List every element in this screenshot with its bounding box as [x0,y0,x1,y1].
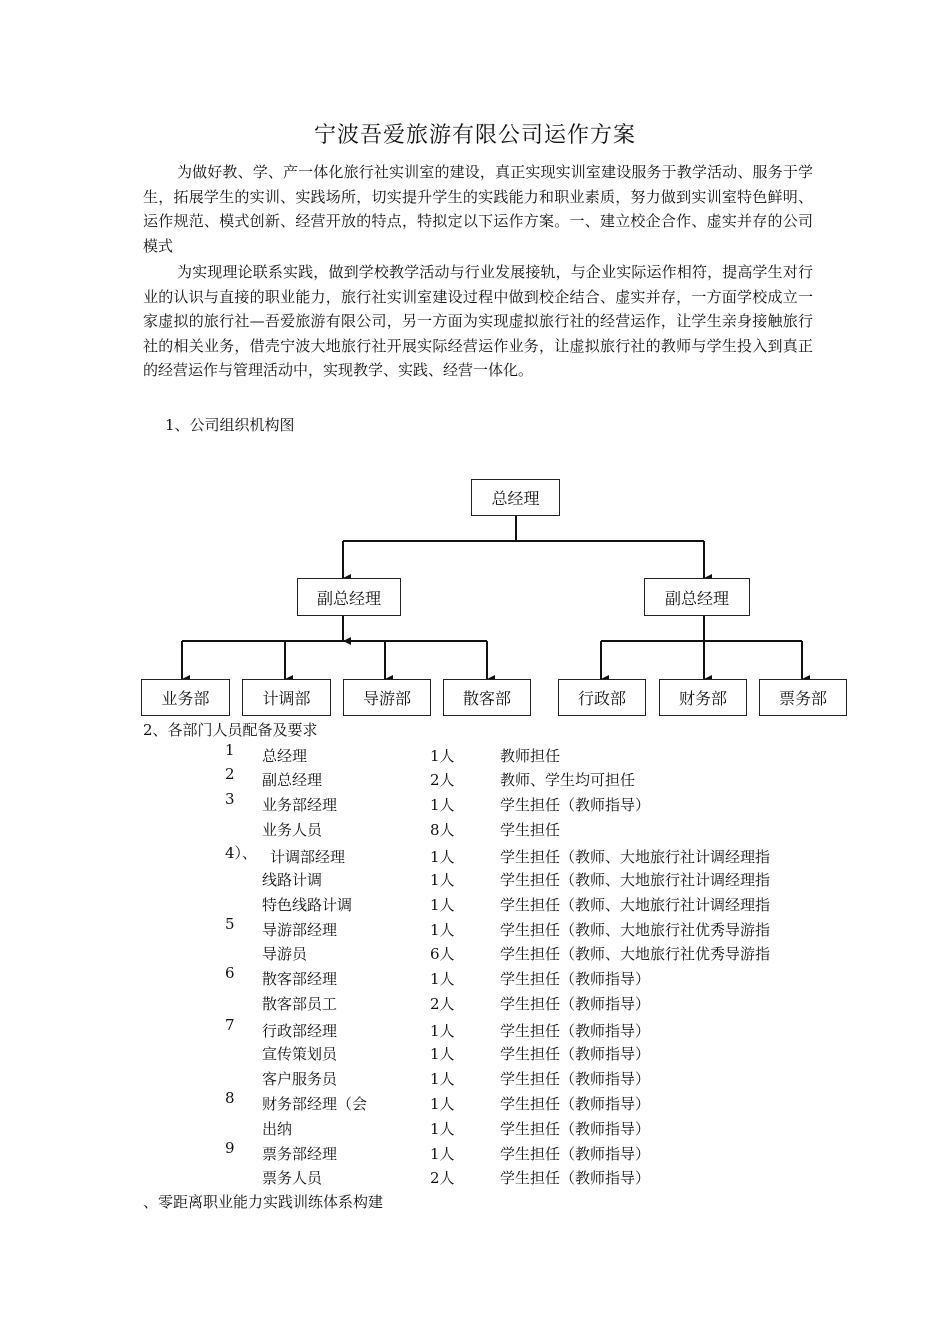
org-box-admin-dept: 行政部 [558,679,646,716]
row-requirement: 学生担任（教师指导） [500,796,651,814]
mode-line: 业务，让虚拟旅行社的教师与学生投入到真正的经营运作与管理活动中，实现教学、实践、 [143,336,813,379]
row-count: 1人 [430,747,455,765]
row-count: 2人 [430,771,455,789]
row-role: 总经理 [262,747,308,765]
row-role: 票务人员 [262,1169,323,1187]
intro-line: 到实训室特色鲜明、运作规范、模式创新、经营开放的特点，特拟定以下运作方案。一、 [143,187,813,230]
row-count: 1人 [430,1120,455,1138]
row-count: 1人 [430,970,455,988]
org-box-general-manager: 总经理 [471,479,560,516]
row-count: 1人 [430,921,455,939]
section-heading-training-system: 、零距离职业能力实践训练体系构建 [143,1193,384,1211]
row-number: 7 [225,1016,235,1034]
row-number: 2 [225,765,235,783]
org-box-finance-dept: 财务部 [659,679,747,716]
row-role: 线路计调 [262,871,323,889]
intro-line: 建立校企合作、虚实并存的公司模式 [143,212,813,255]
row-role: 客户服务员 [262,1070,338,1088]
row-count: 6人 [430,945,455,963]
row-requirement: 学生担任（教师指导） [500,995,651,1013]
row-requirement: 学生担任（教师、大地旅行社计调经理指 [500,848,771,866]
row-requirement: 学生担任（教师指导） [500,1145,651,1163]
row-count: 1人 [430,796,455,814]
row-requirement: 教师、学生均可担任 [500,771,636,789]
row-role: 散客部经理 [262,970,338,988]
row-count: 8人 [430,821,455,839]
org-box-individual-dept: 散客部 [443,679,531,716]
row-role: 导游部经理 [262,921,338,939]
intro-line: 为做好教、学、产一体化旅行社实训室的建设，真正实现实训室建设服务于教学活动、 [177,163,753,181]
row-requirement: 学生担任（教师、大地旅行社优秀导游指 [500,921,771,939]
row-requirement: 学生担任（教师指导） [500,1120,651,1138]
row-count: 1人 [430,1070,455,1088]
row-count: 1人 [430,1045,455,1063]
row-count: 1人 [430,896,455,914]
org-box-vp-right: 副总经理 [644,578,750,616]
row-count: 2人 [430,1169,455,1187]
row-number: 5 [225,915,235,933]
row-requirement: 学生担任（教师指导） [500,1095,651,1113]
row-role: 散客部员工 [262,995,338,1013]
row-role: 出纳 [262,1120,293,1138]
row-count: 1人 [430,1022,455,1040]
row-role: 行政部经理 [262,1022,338,1040]
row-number: 3 [225,790,235,808]
row-requirement: 学生担任（教师指导） [500,1045,651,1063]
row-role: 财务部经理（会 [262,1095,368,1113]
row-requirement: 学生担任（教师指导） [500,970,651,988]
row-requirement: 学生担任（教师、大地旅行社计调经理指 [500,871,771,889]
row-role: 业务人员 [262,821,323,839]
page-title: 宁波吾爱旅游有限公司运作方案 [313,123,636,148]
row-requirement: 学生担任（教师指导） [500,1169,651,1187]
mode-line: 为实现理论联系实践，做到学校教学活动与行业发展接轨，与企业实际运作相符，提 [177,263,738,281]
section-heading-org-chart: 1、公司组织机构图 [165,416,295,434]
row-requirement: 学生担任（教师、大地旅行社计调经理指 [500,896,771,914]
row-number: 4）、 [225,844,258,862]
row-number: 1 [225,741,235,759]
mode-line: 经营一体化。 [443,361,534,379]
row-requirement: 学生担任 [500,821,561,839]
org-box-planning-dept: 计调部 [242,679,331,716]
row-count: 1人 [430,1095,455,1113]
mode-line: 高学生对行业的认识与直接的职业能力，旅行社实训室建设过程中做到校企结合、虚实并 [143,263,813,306]
row-number: 9 [225,1139,235,1157]
section-heading-staffing: 2、各部门人员配备及要求 [143,721,318,739]
org-box-business-dept: 业务部 [141,679,230,716]
row-requirement: 教师担任 [500,747,561,765]
mode-line: 的经营运作，让学生亲身接触旅行社的相关业务，借壳宁波大地旅行社开展实际经营运作 [143,312,813,355]
row-requirement: 学生担任（教师、大地旅行社优秀导游指 [500,945,771,963]
row-count: 1人 [430,871,455,889]
row-requirement: 学生担任（教师指导） [500,1070,651,1088]
row-count: 1人 [430,848,455,866]
mode-line: 存，一方面学校成立一家虚拟的旅行社—吾爱旅游有限公司，另一方面为实现虚拟旅行社 [143,287,813,330]
row-role: 宣传策划员 [262,1045,338,1063]
row-role: 特色线路计调 [262,896,353,914]
intro-line: 服务于学生，拓展学生的实训、实践场所，切实提升学生的实践能力和职业素质，努力做 [143,163,813,206]
row-count: 2人 [430,995,455,1013]
org-box-guide-dept: 导游部 [343,679,431,716]
row-count: 1人 [430,1145,455,1163]
row-number: 8 [225,1089,235,1107]
row-role: 业务部经理 [262,796,338,814]
row-requirement: 学生担任（教师指导） [500,1022,651,1040]
row-role: 副总经理 [262,771,323,789]
row-role: 计调部经理 [270,848,346,866]
org-box-vp-left: 副总经理 [297,578,401,616]
row-role: 导游员 [262,945,308,963]
row-role: 票务部经理 [262,1145,338,1163]
org-box-ticket-dept: 票务部 [759,679,847,716]
row-number: 6 [225,964,235,982]
